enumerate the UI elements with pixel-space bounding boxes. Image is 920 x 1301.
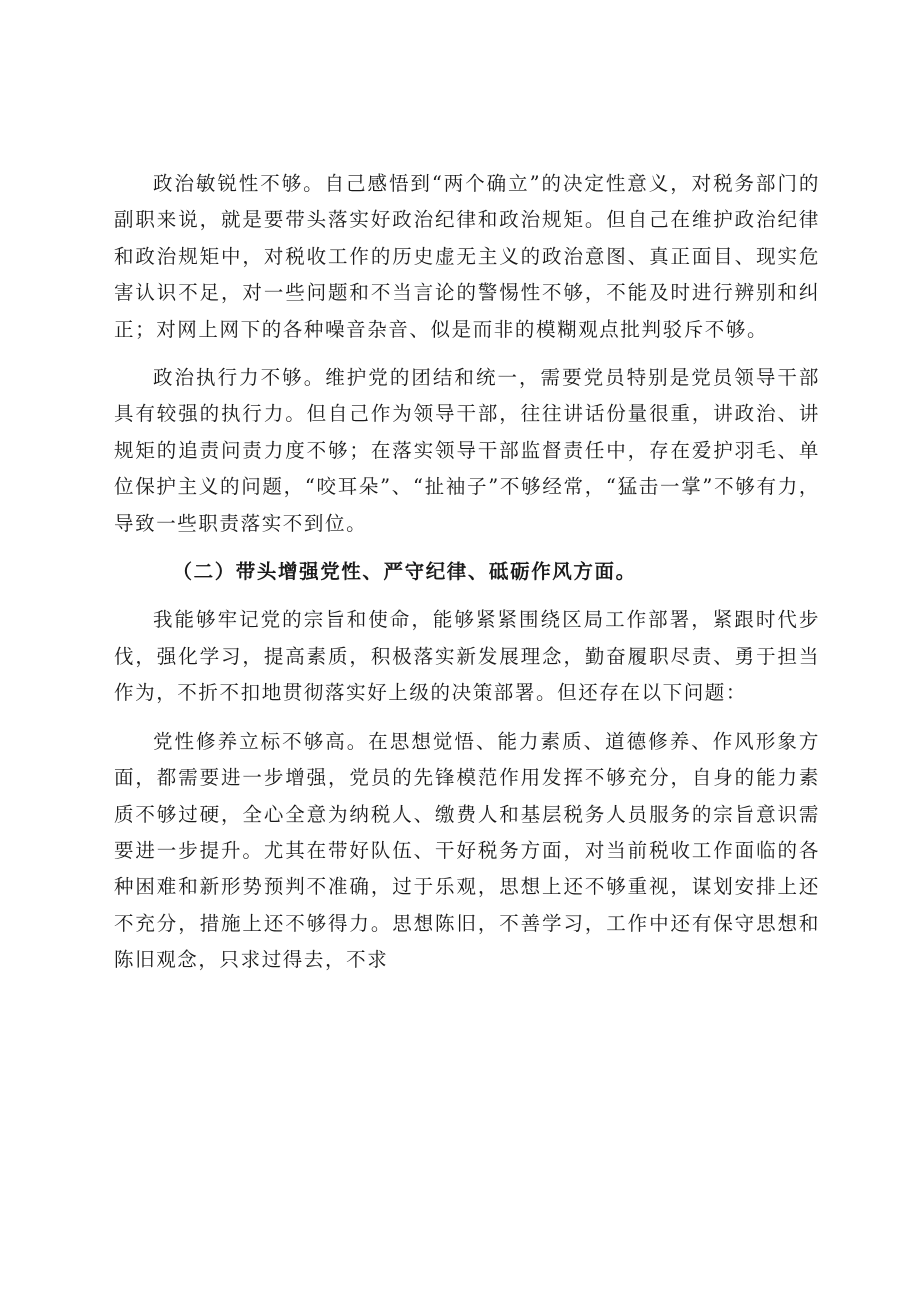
paragraph-political-sensitivity: 政治敏锐性不够。自己感悟到“两个确立”的决定性意义，对税务部门的副职来说，就是要带头落实好政治纪律和政治规矩。但自己在维护政治纪律和政治规矩中，对税收工作的历史虚无主义的政治意图、真正面目、现实危害认识不足，对一些问题和不当言论的警惕性不够，不能及时进行辨别和纠正；对网上网下的各种噪音杂音、似是而非的模糊观点批判驳斥不够。 [114, 172, 820, 341]
section-heading: （二）带头增强党性、严守纪律、砥砺作风方面。 [172, 560, 637, 584]
paragraph-party-cultivation: 党性修养立标不够高。在思想觉悟、能力素质、道德修养、作风形象方面，都需要进一步增强，党员的先锋模范作用发挥不够充分，自身的能力素质不够过硬，全心全意为纳税人、缴费人和基层税务人员服务的宗旨意识需要进一步提升。尤其在带好队伍、干好税务方面，对当前税收工作面临的各种困难和新形势预判不准确，过于乐观，思想上还不够重视，谋划安排上还不充分，措施上还不够得力。思想陈旧，不善学习，工作中还有保守思想和陈旧观念，只求过得去，不求 [114, 729, 820, 972]
paragraph-section-intro: 我能够牢记党的宗旨和使命，能够紧紧围绕区局工作部署，紧跟时代步伐，强化学习，提高素质，积极落实新发展理念，勤奋履职尽责、勇于担当作为，不折不扣地贯彻落实好上级的决策部署。但还存在以下问题： [114, 608, 820, 705]
paragraph-political-execution: 政治执行力不够。维护党的团结和统一，需要党员特别是党员领导干部具有较强的执行力。但自己作为领导干部，往往讲话份量很重，讲政治、讲规矩的追责问责力度不够；在落实领导干部监督责任中，存在爱护羽毛、单位保护主义的问题，“咬耳朵”、“扯袖子”不够经常，“猛击一掌”不够有力，导致一些职责落实不到位。 [114, 366, 820, 535]
document-body [114, 166, 820, 991]
